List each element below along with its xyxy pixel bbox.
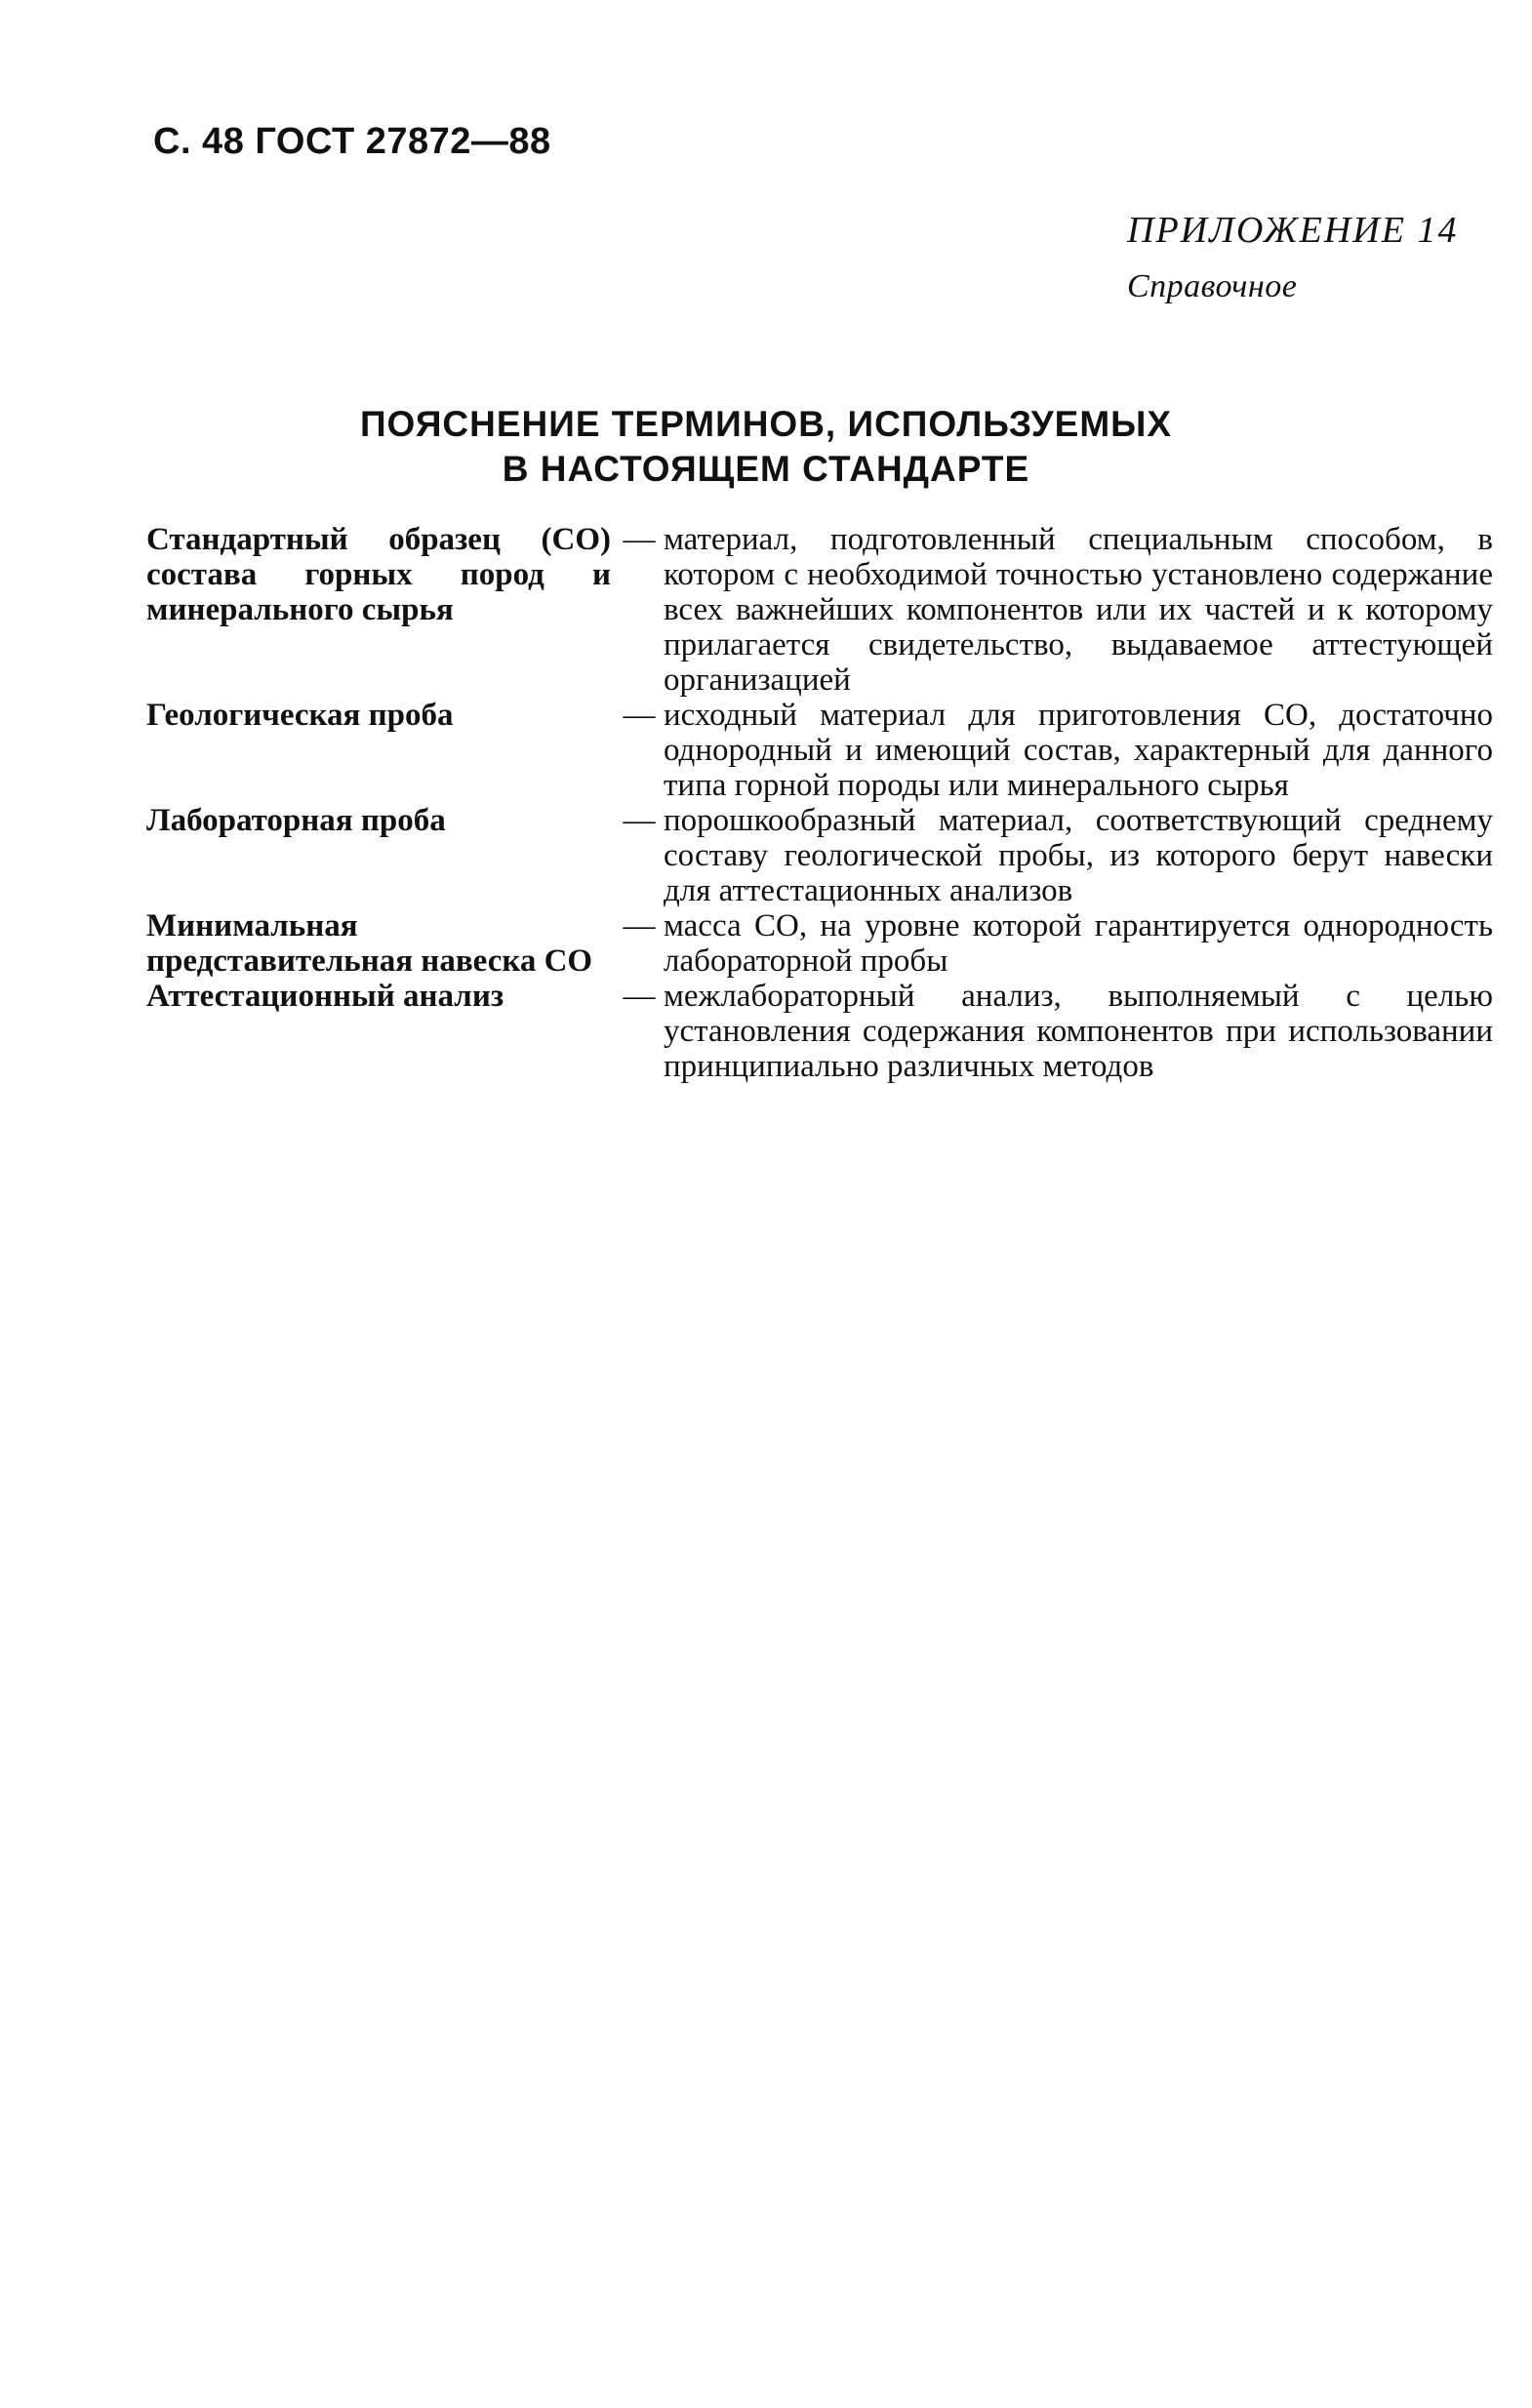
term-row	[146, 979, 1493, 1084]
appendix-type: Справочное	[1127, 268, 1298, 304]
term-row	[146, 803, 1493, 908]
term-name: Минимальная представительная навеска СО	[146, 908, 593, 979]
term-name: Стандартный образец (СО) состава горных пород и минерального сырья	[146, 522, 611, 627]
title-line-1: ПОЯСНЕНИЕ ТЕРМИНОВ, ИСПОЛЬЗУЕМЫХ	[359, 404, 1173, 444]
term-definition: межлабораторный анализ, выполняемый с целью установления содержания компонентов при использовании принципиально различных методов	[664, 979, 1493, 1084]
document-title	[0, 402, 1532, 492]
term-dash: —	[623, 908, 656, 943]
term-dash: —	[623, 698, 656, 733]
term-name: Аттестационный анализ	[146, 979, 504, 1014]
term-dash: —	[623, 803, 656, 838]
term-row	[146, 698, 1493, 803]
term-definition: масса СО, на уровне которой гарантируется однородность лабораторной пробы	[664, 908, 1493, 979]
term-name: Лабораторная проба	[146, 803, 446, 838]
term-row	[146, 908, 1493, 979]
page-header: С. 48 ГОСТ 27872—88	[153, 121, 551, 162]
term-row	[146, 522, 1493, 698]
term-definition: порошкообразный материал, соответствующий среднему составу геологической пробы, из которого берут навески для аттестационных анализов	[664, 803, 1493, 908]
term-name: Геологическая проба	[146, 698, 454, 733]
title-line-2: В НАСТОЯЩЕМ СТАНДАРТЕ	[502, 449, 1030, 489]
term-dash: —	[623, 979, 656, 1014]
term-dash: —	[623, 522, 656, 557]
term-definition: исходный материал для приготовления СО, достаточно однородный и имеющий состав, характерный для данного типа горной породы или минерального сырья	[664, 698, 1493, 803]
terms-list	[146, 522, 1493, 1084]
term-definition: материал, подготовленный специальным способом, в котором с необходимой точностью установлено содержание всех важнейших компонентов или их частей и к которому прилагается свидетельство, выдаваемое аттестующей организацией	[664, 522, 1493, 698]
appendix-label: ПРИЛОЖЕНИЕ 14	[1127, 210, 1459, 251]
